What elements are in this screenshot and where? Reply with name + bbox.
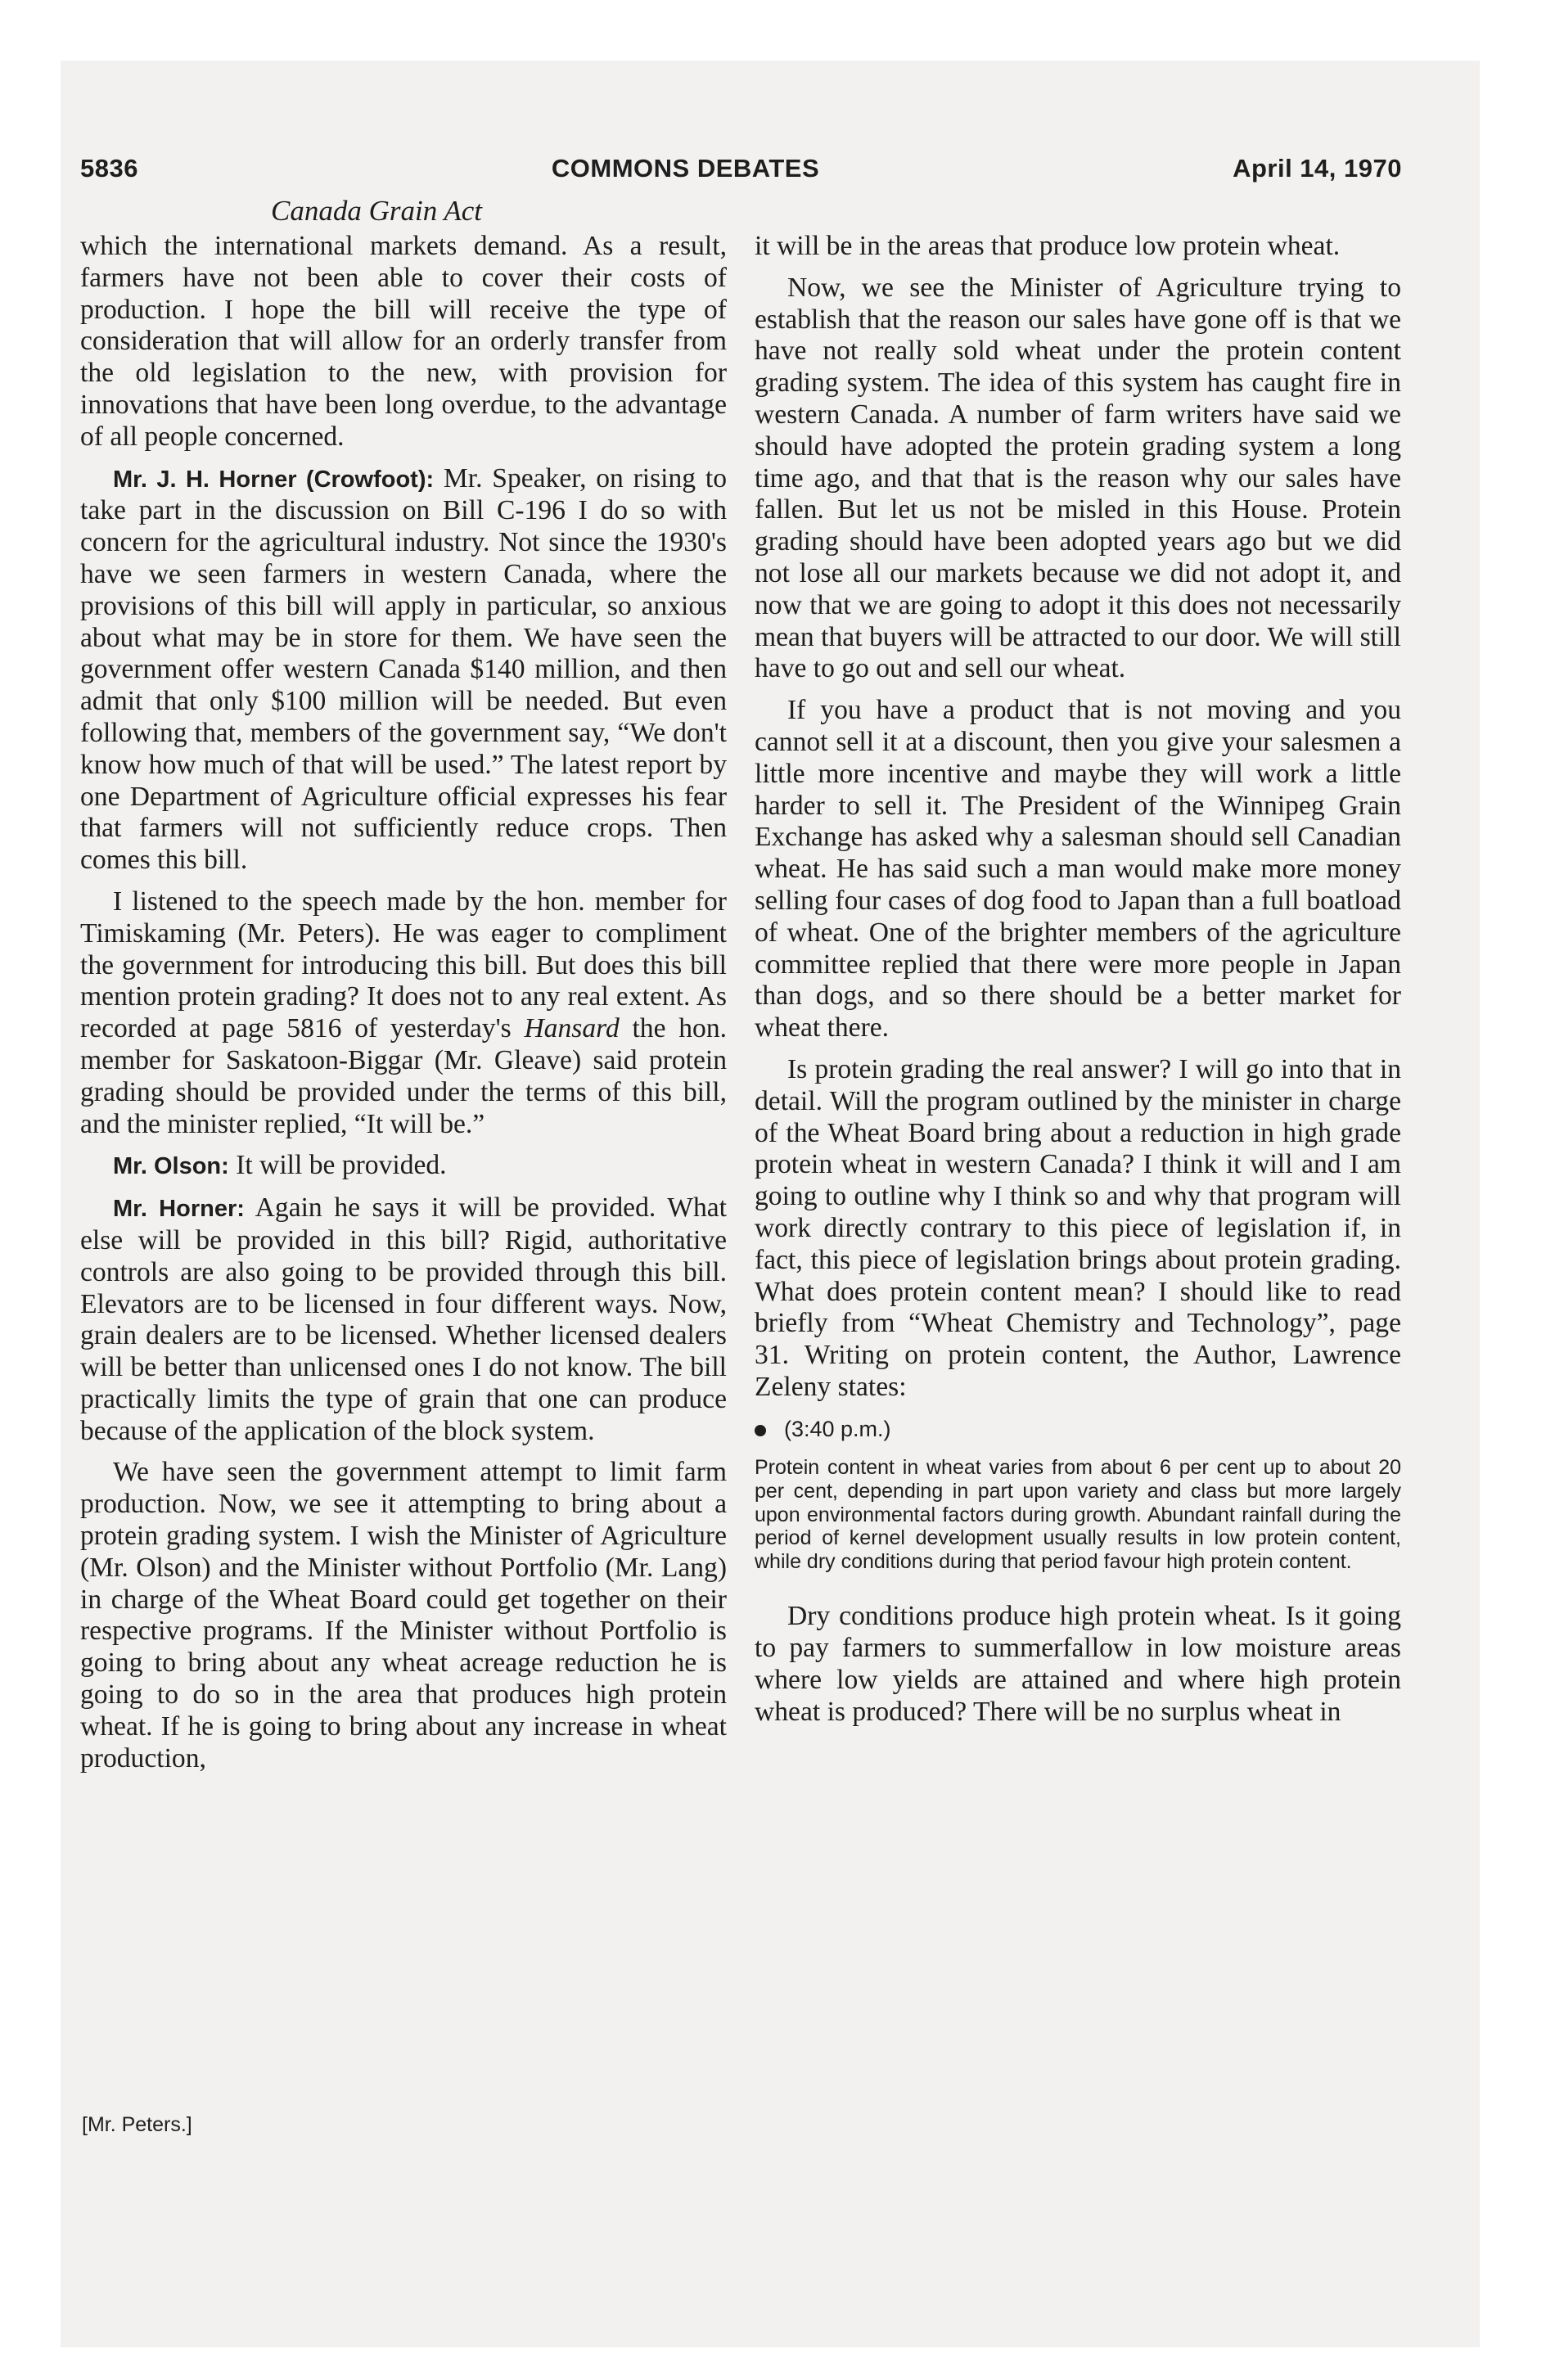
speech-text: Mr. Speaker, on rising to take part in the discussion on Bill C-196 I do so with concern for the agricultural industry. Not since the 1930's have we seen farmers in western Canada, where the provisions of this bill will apply in particular, so anxious about what may be in store for them. We have seen the government offer western Canada $140 million, and then admit that only $100 million will be needed. But even following that, members of the government say, “We don't know how much of that will be used.” The latest report by one Department of Agriculture official expresses his fear that farmers will not sufficiently reduce crops. Then comes this bill. — [80, 462, 727, 876]
paragraph: Is protein grading the real answer? I will go into that in detail. Will the program outlined by the minister in charge of the Wheat Board bring about a reduction in high grade protein wheat in western Canada? I think it will and I am going to outline why I think so and why that program will work directly contrary to this piece of legislation if, in fact, this piece of legislation brings about protein grading. What does protein content mean? I should like to read briefly from “Wheat Chemistry and Technology”, page 31. Writing on protein content, the Author, Lawrence Zeleny states: — [755, 1053, 1401, 1402]
speaker-name: Mr. Horner: — [113, 1196, 245, 1223]
paragraph: which the international markets demand. As a result, farmers have not been able to cover their costs of production. I hope the bill will receive the type of consideration that will allow for an orderly transfer from the old legislation to the new, with provision for innovations that have been long overdue, to the advantage of all people concerned. — [80, 231, 727, 452]
footer-note: [Mr. Peters.] — [82, 2113, 192, 2136]
timestamp — [755, 1413, 1401, 1445]
speaker-name: Mr. Olson: — [113, 1153, 229, 1180]
paragraph: it will be in the areas that produce low protein wheat. — [755, 231, 1341, 261]
paragraph — [80, 1192, 727, 1447]
page-number: 5836 — [80, 154, 138, 183]
speaker-name: Mr. J. H. Horner (Crowfoot): — [113, 466, 435, 493]
block-quotation: Protein content in wheat varies from about 6 per cent up to about 20 per cent, depending in part upon variety and class but more largely upon environmental factors during growth. Abundant rainfall during the period of kernel development usually results in low protein content, while dry conditions during that period favour high protein content. — [755, 1456, 1401, 1573]
publication-title: COMMONS DEBATES — [551, 154, 820, 183]
speech-text: Again he says it will be provided. What else will be provided in this bill? Rigid, authoritative controls are also going to be provided through this bill. Elevators are to be licensed in four different ways. Now, grain dealers are to be licensed. Whether licensed dealers will be better than unlicensed ones I do not know. The bill practically limits the type of grain that one can produce because of the application of the block system. — [80, 1192, 727, 1446]
publication-citation: Hansard — [524, 1013, 620, 1044]
paragraph — [80, 886, 727, 1140]
paragraph: If you have a product that is not moving and you cannot sell it at a discount, then you give your salesmen a little more incentive and maybe they will work a little harder to sell it. The President of the Winnipeg Grain Exchange has asked why a salesman should sell Canadian wheat. He has said such a man would make more money selling four cases of dog food to Japan than a full boatload of wheat. One of the brighter members of the agriculture committee replied that there were more people in Japan than dogs, and so there should be a better market for wheat there. — [755, 695, 1401, 1044]
timestamp-text: (3:40 p.m.) — [784, 1416, 891, 1441]
speech-text: I listened to the speech made by the hon. member for Timiskaming (Mr. Peters). He was eager to compliment the government for introducing this bill. But does this bill mention protein grading? It does not to any real extent. As recorded at page 5816 of yesterday's — [80, 886, 727, 1044]
speech-text: It will be provided. — [228, 1150, 447, 1181]
running-head: Canada Grain Act — [271, 195, 482, 227]
left-column — [80, 231, 727, 1784]
publication-date: April 14, 1970 — [1233, 154, 1402, 183]
page-header — [80, 154, 1402, 183]
speech-text: the hon. member for Saskatoon-Biggar (Mr. Gleave) said protein grading should be provided under the terms of this bill, and the minister replied, “It will be.” — [80, 1013, 728, 1139]
paragraph — [80, 463, 727, 877]
paragraph: Now, we see the Minister of Agriculture trying to establish that the reason our sales have gone off is that we have not really sold wheat under the protein content grading system. The idea of this system has caught fire in western Canada. A number of farm writers have said we should have adopted the protein grading system a long time ago, and that that is the reason why our sales have fallen. But let us not be misled in this House. Protein grading should have been adopted years ago but we did not lose all our markets because we did not adopt it, and now that we are going to adopt it this does not necessarily mean that buyers will be attracted to our door. We will still have to go out and sell our wheat. — [755, 272, 1401, 684]
bullet-icon — [755, 1425, 766, 1436]
right-column — [755, 231, 1401, 1738]
paragraph: We have seen the government attempt to limit farm production. Now, we see it attempting to bring about a protein grading system. I wish the Minister of Agriculture (Mr. Olson) and the Minister without Portfolio (Mr. Lang) in charge of the Wheat Board could get together on their respective programs. If the Minister without Portfolio is going to bring about any wheat acreage reduction he is going to do so in the area that produces high protein wheat. If he is going to bring about any increase in wheat production, — [80, 1457, 727, 1774]
paragraph: Dry conditions produce high protein wheat. Is it going to pay farmers to summerfallow in low moisture areas where low yields are attained and where high protein wheat is produced? There will be no surplus wheat in — [755, 1601, 1401, 1727]
paragraph — [80, 1150, 727, 1183]
